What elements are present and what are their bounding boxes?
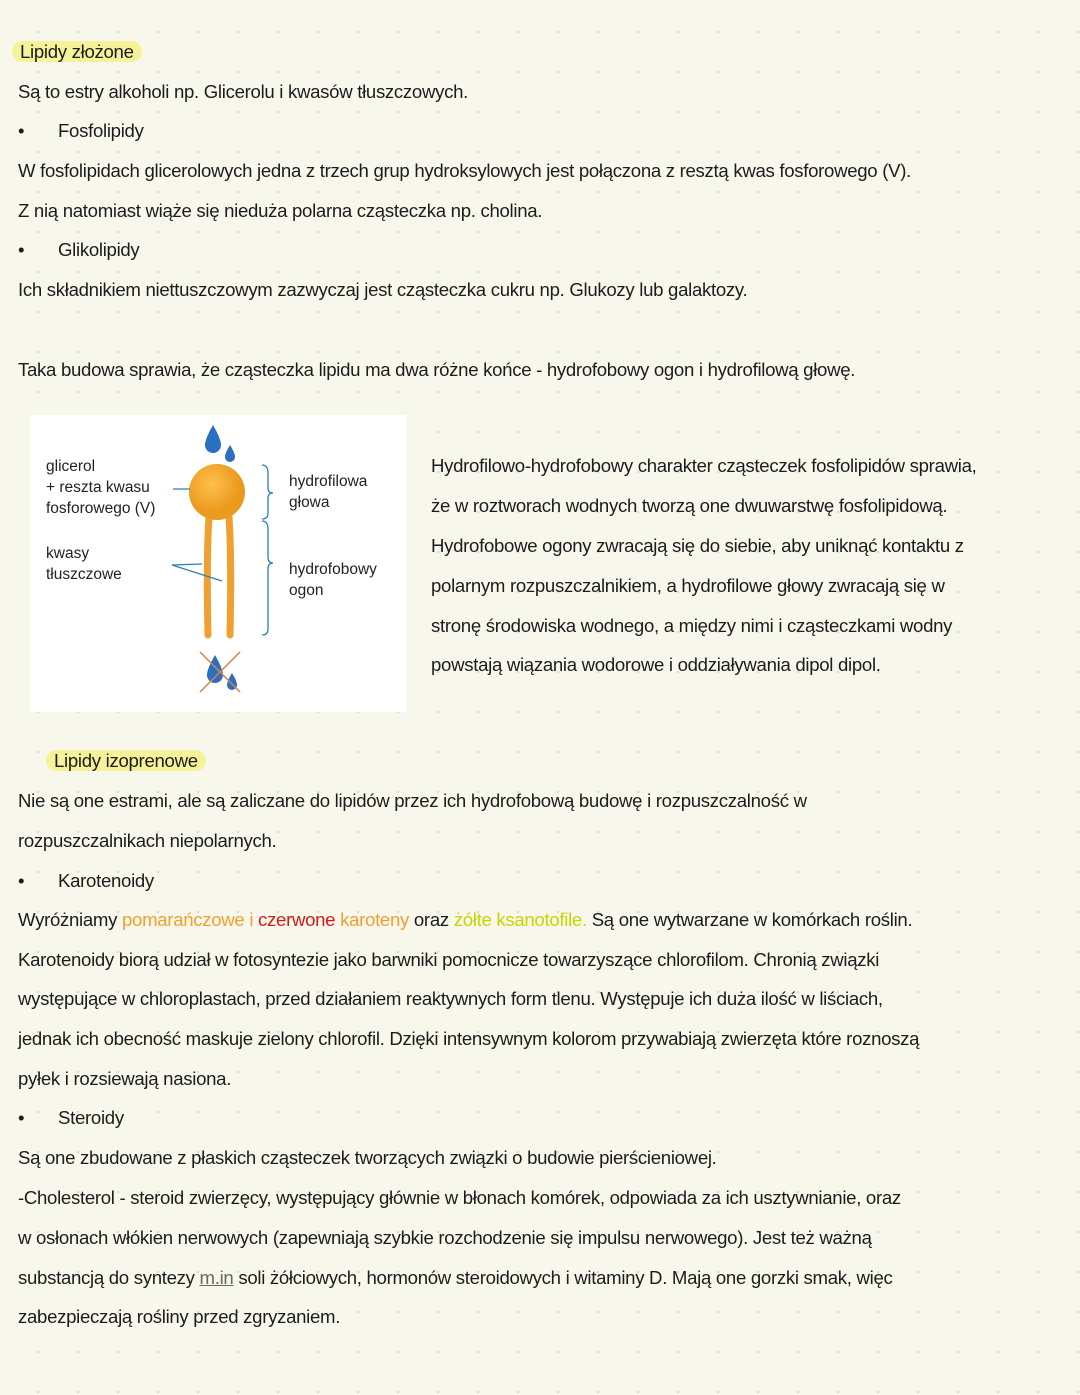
label-line: ogon — [289, 582, 324, 599]
paragraph — [18, 906, 912, 934]
bullet-label: Glikolipidy — [58, 239, 140, 260]
paragraph: zabezpieczają rośliny przed zgryzaniem. — [18, 1306, 341, 1327]
label-line: kwasy — [46, 545, 90, 562]
water-drop-icon — [205, 425, 235, 462]
paragraph: Ich składnikiem niettuszczowym zazwyczaj jest cząsteczka cukru np. Glukozy lub galaktozy. — [18, 279, 748, 300]
text-run: oraz — [409, 909, 454, 930]
text-run: Wyróżniamy — [18, 909, 122, 930]
side-text-line: że w roztworach wodnych tworzą one dwuwarstwę fosfolipidową. — [431, 495, 948, 516]
bullet-label: Fosfolipidy — [58, 120, 144, 141]
label-glicerol — [46, 456, 155, 519]
bullet-icon: • — [18, 1107, 25, 1128]
brace-icons — [262, 465, 273, 635]
text-run: substancją do syntezy — [18, 1267, 200, 1288]
label-kwasy — [46, 543, 122, 585]
text-run: soli żółciowych, hormonów steroidowych i witaminy D. Mają one gorzki smak, więc — [233, 1267, 893, 1288]
label-line: glicerol — [46, 458, 96, 475]
heading-text: Lipidy izoprenowe — [46, 750, 206, 771]
head-circle — [189, 464, 245, 520]
side-text-line: Hydrofobowe ogony zwracają się do siebie, aby uniknąć kontaktu z — [431, 535, 964, 556]
bullet-steroidy — [18, 1104, 124, 1132]
label-head — [289, 471, 367, 513]
bullet-karotenoidy — [18, 867, 154, 895]
label-line: fosforowego (V) — [46, 500, 156, 517]
label-line: + reszta kwasu — [46, 479, 150, 496]
bullet-label: Steroidy — [58, 1107, 124, 1128]
heading-text: Lipidy złożone — [12, 41, 142, 62]
side-text-line: powstają wiązania wodorowe i oddziaływania dipol dipol. — [431, 654, 881, 675]
paragraph: W fosfolipidach glicerolowych jedna z trzech grup hydroksylowych jest połączona z resztą kwas fosforowego (V). — [18, 160, 911, 181]
paragraph: Są to estry alkoholi np. Glicerolu i kwasów tłuszczowych. — [18, 81, 468, 102]
text-run: Są one wytwarzane w komórkach roślin. — [586, 909, 913, 930]
bullet-icon: • — [18, 120, 25, 141]
side-text-line: Hydrofilowo-hydrofobowy charakter cząsteczek fosfolipidów sprawia, — [431, 455, 977, 476]
heading-lipidy-izoprenowe — [52, 747, 206, 775]
paragraph: pyłek i rozsiewają nasiona. — [18, 1068, 232, 1089]
side-text-line: stronę środowiska wodnego, a między nimi i cząsteczkami wodny — [431, 615, 953, 636]
text-run-orange: karoteny — [340, 909, 410, 930]
label-line: hydrofilowa — [289, 473, 368, 490]
paragraph: występujące w chloroplastach, przed działaniem reaktywnych form tlenu. Występuje ich duża ilość w liściach, — [18, 988, 883, 1009]
label-line: głowa — [289, 494, 330, 511]
heading-lipidy-zlozone — [18, 38, 142, 66]
label-line: tłuszczowe — [46, 566, 122, 583]
text-run-underlined: m.in — [199, 1267, 234, 1288]
paragraph — [18, 1264, 893, 1292]
text-run-orange: pomarańczowe i — [121, 909, 259, 930]
bullet-label: Karotenoidy — [58, 870, 154, 891]
bullet-icon: • — [18, 870, 25, 891]
paragraph: Karotenoidy biorą udział w fotosyntezie jako barwniki pomocnicze towarzyszące chlorofilom. Chronią związki — [18, 949, 880, 970]
bullet-icon: • — [18, 239, 25, 260]
paragraph: Taka budowa sprawia, że cząsteczka lipidu ma dwa różne końce - hydrofobowy ogon i hydrofilową głowę. — [18, 359, 856, 380]
text-run-yellow: żółte ksanotofile. — [453, 909, 587, 930]
fatty-acid-tail — [228, 505, 231, 635]
bullet-glikolipidy — [18, 236, 139, 264]
paragraph: jednak ich obecność maskuje zielony chlorofil. Dzięki intensywnym kolorom przywabiają zwierzęta które roznoszą — [18, 1028, 920, 1049]
paragraph: Nie są one estrami, ale są zaliczane do lipidów przez ich hydrofobową budowę i rozpuszczalność w — [18, 790, 807, 811]
paragraph: Z nią natomiast wiąże się nieduża polarna cząsteczka np. cholina. — [18, 200, 543, 221]
fatty-acid-tail — [207, 505, 210, 635]
label-tail — [289, 559, 377, 601]
side-text-line: polarnym rozpuszczalnikiem, a hydrofilowe głowy zwracają się w — [431, 575, 945, 596]
paragraph: rozpuszczalnikach niepolarnych. — [18, 830, 277, 851]
text-run-red: czerwone — [258, 909, 341, 930]
phospholipid-diagram — [30, 415, 406, 712]
paragraph: w osłonach włókien nerwowych (zapewniają szybkie rozchodzenie się impulsu nerwowego). Jest też ważną — [18, 1227, 872, 1248]
bullet-fosfolipidy — [18, 117, 144, 145]
paragraph: Są one zbudowane z płaskich cząsteczek tworzących związki o budowie pierścieniowej. — [18, 1147, 717, 1168]
paragraph: -Cholesterol - steroid zwierzęcy, występujący głównie w błonach komórek, odpowiada za ich usztywnianie, oraz — [18, 1187, 901, 1208]
label-line: hydrofobowy — [289, 561, 377, 578]
no-water-icon — [200, 652, 240, 692]
